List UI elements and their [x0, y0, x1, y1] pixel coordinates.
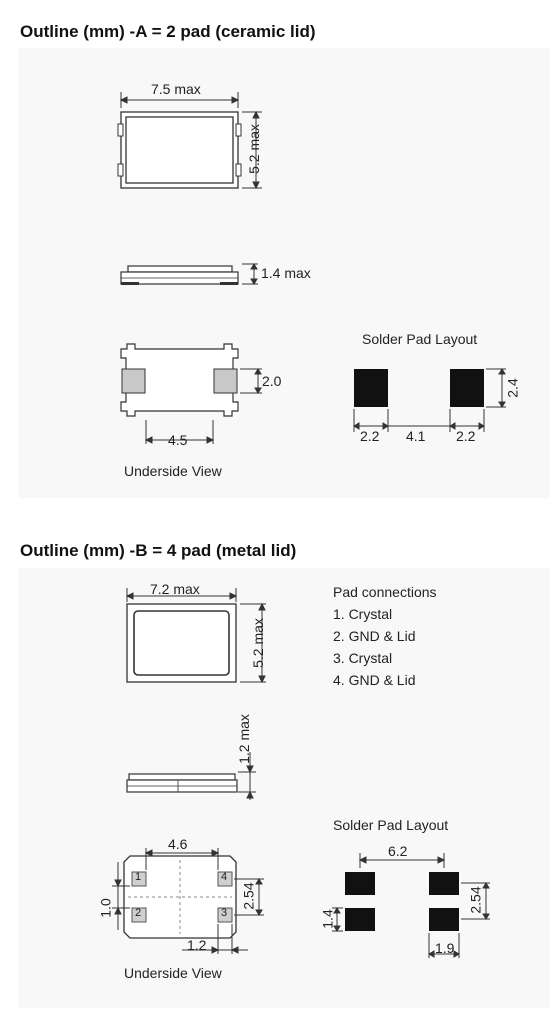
label-b-width: 7.2 max — [150, 581, 200, 597]
label-b-thickness: 1.2 max — [235, 714, 252, 764]
label-a-pad-height: 2.0 — [262, 373, 282, 389]
pad-connection-item: 4. GND & Lid — [333, 672, 416, 688]
solder-layout-b — [345, 872, 459, 931]
package-b-underside-view — [124, 856, 236, 938]
pad-number-1: 1 — [135, 871, 142, 883]
label-b-pad-width: 1.2 — [187, 937, 207, 953]
section-b-title: Outline (mm) -B = 4 pad (metal lid) — [20, 541, 297, 560]
label-b-solder-pad-height: 1.4 — [319, 909, 336, 929]
pad-connection-item: 2. GND & Lid — [333, 628, 416, 644]
label-b-solder-pad-width: 1.9 — [435, 940, 455, 956]
label-a-pad-spacing: 4.5 — [168, 432, 188, 448]
label-b-pad-pitch-x: 4.6 — [168, 836, 188, 852]
label-a-solder-right: 2.2 — [456, 428, 476, 444]
label-b-pad-pitch-y: 2.54 — [240, 882, 257, 910]
pad-connection-item: 1. Crystal — [333, 606, 393, 622]
label-b-solder-span: 6.2 — [388, 843, 408, 859]
pad-number-4: 4 — [221, 871, 228, 883]
underside-label-b: Underside View — [124, 965, 222, 981]
package-b-side-view — [127, 774, 237, 792]
pad-number-2: 2 — [135, 907, 142, 919]
pad-connection-item: 3. Crystal — [333, 650, 393, 666]
solder-layout-b-title: Solder Pad Layout — [333, 817, 449, 833]
label-a-solder-left: 2.2 — [360, 428, 380, 444]
label-a-solder-pad-height: 2.4 — [504, 378, 521, 398]
package-b-top-view — [127, 604, 236, 682]
label-a-solder-gap: 4.1 — [406, 428, 426, 444]
pad-connections — [333, 581, 437, 691]
pad-connections-title: Pad connections — [333, 584, 437, 600]
solder-layout-a-title: Solder Pad Layout — [362, 331, 478, 347]
section-a-title: Outline (mm) -A = 2 pad (ceramic lid) — [20, 22, 316, 41]
label-b-solder-pitch: 2.54 — [467, 886, 484, 914]
label-b-height: 5.2 max — [249, 618, 266, 668]
label-a-height: 5.2 max — [245, 124, 262, 174]
label-b-pad-height: 1.0 — [97, 898, 114, 918]
underside-label-a: Underside View — [124, 463, 222, 479]
label-a-thickness: 1.4 max — [261, 265, 311, 281]
label-a-width: 7.5 max — [151, 81, 201, 97]
pad-number-3: 3 — [221, 907, 228, 919]
